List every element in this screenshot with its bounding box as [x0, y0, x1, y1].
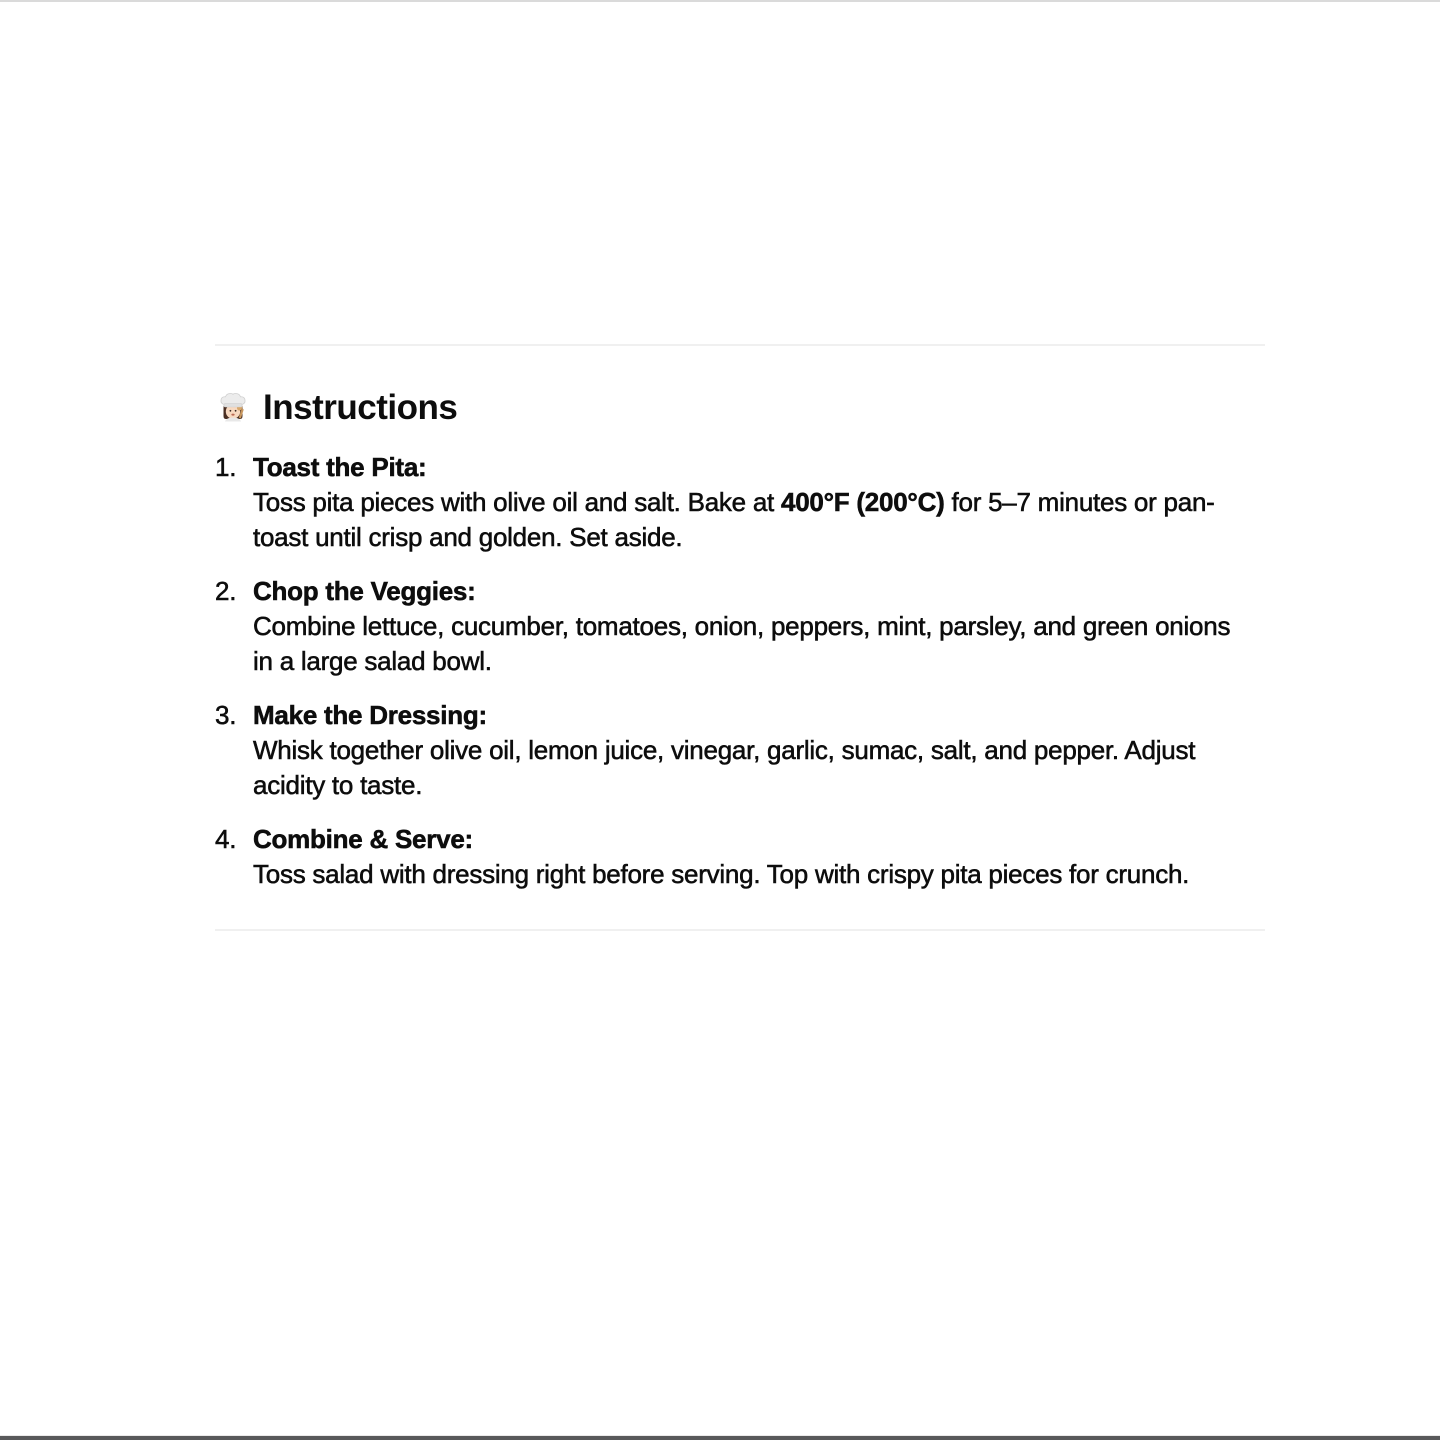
step-item [215, 574, 1265, 679]
section-header [215, 388, 1265, 428]
step-body [253, 609, 1253, 679]
step-text [253, 698, 1253, 803]
step-item [215, 698, 1265, 803]
body-text: Combine lettuce, cucumber, tomatoes, onion, peppers, mint, parsley, and green onions in a large salad bowl. [253, 611, 1231, 676]
step-body [253, 857, 1253, 892]
section-title: Instructions [263, 388, 458, 427]
step-text [253, 822, 1253, 892]
body-text: Toss salad with dressing right before serving. Top with crispy pita pieces for crunch. [253, 859, 1190, 889]
step-text [253, 450, 1253, 555]
body-text: Toss pita pieces with olive oil and salt. Bake at [253, 487, 782, 517]
step-title: Make the Dressing: [253, 700, 487, 730]
step-item [215, 450, 1265, 555]
step-number: 4. [215, 824, 237, 854]
bottom-divider [215, 929, 1265, 931]
step-body [253, 733, 1253, 803]
screenshot-top-edge [0, 0, 1440, 2]
step-number: 3. [215, 700, 237, 730]
top-divider [215, 344, 1265, 346]
step-title: Toast the Pita: [253, 452, 427, 482]
screenshot-bottom-edge [0, 1436, 1440, 1440]
bold-text: 400°F (200°C) [781, 487, 945, 517]
woman-cook-emoji [215, 390, 251, 426]
body-text: Whisk together olive oil, lemon juice, vinegar, garlic, sumac, salt, and pepper. Adjust acidity to taste. [253, 735, 1196, 800]
step-text [253, 574, 1253, 679]
body-text: for 5–7 minutes or pan-toast until crisp and golden. Set aside. [253, 487, 1215, 552]
step-item [215, 822, 1265, 892]
step-title: Combine & Serve: [253, 824, 473, 854]
instructions-list [215, 450, 1265, 892]
step-body [253, 485, 1253, 555]
step-title: Chop the Veggies: [253, 576, 476, 606]
step-number: 1. [215, 452, 237, 482]
step-number: 2. [215, 576, 237, 606]
instructions-section [215, 344, 1265, 931]
